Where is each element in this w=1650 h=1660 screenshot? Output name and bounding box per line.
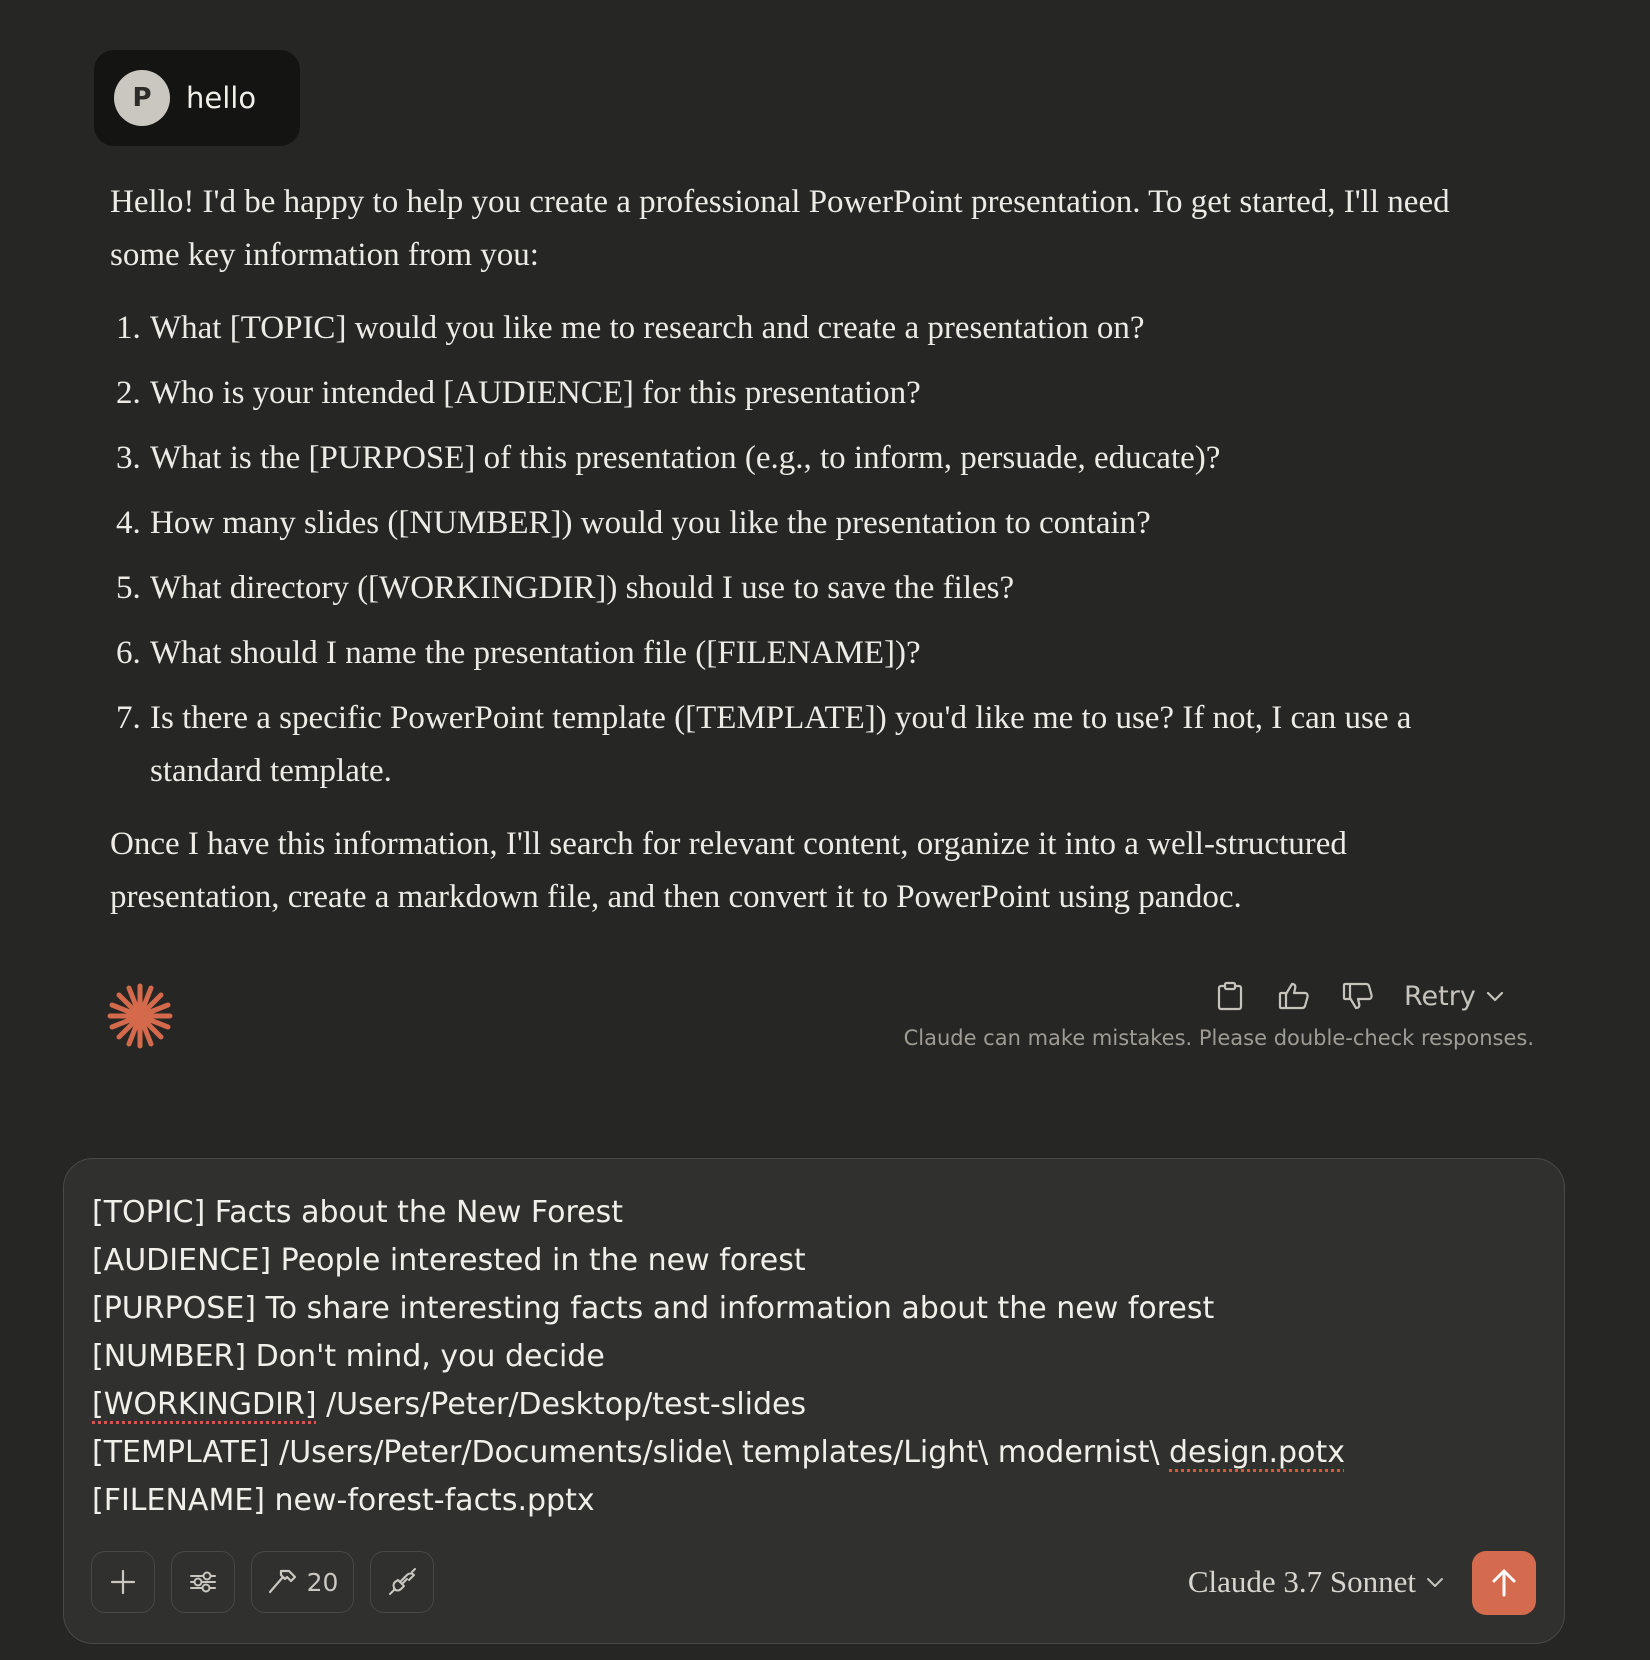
workingdir-tag: [WORKINGDIR]: [92, 1387, 317, 1422]
sliders-icon: [189, 1569, 217, 1595]
send-button[interactable]: [1472, 1551, 1536, 1615]
list-item: [110, 302, 1490, 355]
tools-count: 20: [306, 1567, 339, 1597]
template-tag: [TEMPLATE]: [92, 1435, 270, 1470]
list-item: [110, 432, 1490, 485]
disclaimer-text: Claude can make mistakes. Please double-check responses.: [903, 1026, 1534, 1050]
list-item: [110, 692, 1490, 798]
add-attachment-button[interactable]: [91, 1551, 155, 1613]
topic-value: Facts about the New Forest: [205, 1195, 623, 1230]
composer-line-number: [92, 1333, 1512, 1381]
number-value: Don't mind, you decide: [246, 1339, 605, 1374]
options-button[interactable]: [171, 1551, 235, 1613]
composer-line-workingdir: [92, 1381, 1512, 1429]
list-number: 7.: [116, 700, 141, 736]
list-item-text: What should I name the presentation file ([FILENAME])?: [150, 635, 921, 671]
hammer-icon: [267, 1567, 299, 1597]
audience-tag: [AUDIENCE]: [92, 1243, 272, 1278]
topic-tag: [TOPIC]: [92, 1195, 206, 1230]
list-number: 2.: [116, 375, 141, 411]
composer-line-template: [92, 1429, 1512, 1477]
claude-spark-icon: [106, 982, 174, 1050]
list-item-text: What is the [PURPOSE] of this presentation (e.g., to inform, persuade, educate)?: [150, 440, 1221, 476]
retry-label: Retry: [1404, 980, 1476, 1012]
template-value-misspelled: design.potx: [1169, 1435, 1345, 1470]
composer-line-audience: [92, 1237, 1512, 1285]
list-item-text: What [TOPIC] would you like me to research and create a presentation on?: [150, 310, 1145, 346]
workingdir-value: /Users/Peter/Desktop/test-slides: [316, 1387, 807, 1422]
connect-button[interactable]: [370, 1551, 434, 1613]
list-item: [110, 627, 1490, 680]
assistant-message: [110, 176, 1490, 924]
list-number: 5.: [116, 570, 141, 606]
thumbs-down-icon[interactable]: [1338, 976, 1378, 1016]
user-avatar[interactable]: P: [114, 70, 170, 126]
arrow-up-icon: [1490, 1568, 1518, 1598]
list-item: [110, 562, 1490, 615]
chevron-down-icon: [1426, 1576, 1444, 1588]
composer-input[interactable]: [92, 1189, 1512, 1525]
assistant-intro: Hello! I'd be happy to help you create a professional PowerPoint presentation. To get started, I'll need some key information from you:: [110, 184, 1450, 273]
composer-line-purpose: [92, 1285, 1512, 1333]
list-number: 6.: [116, 635, 141, 671]
list-number: 4.: [116, 505, 141, 541]
message-composer[interactable]: [63, 1158, 1565, 1644]
chevron-down-icon: [1486, 990, 1504, 1002]
list-number: 1.: [116, 310, 141, 346]
filename-value: new-forest-facts.pptx: [264, 1483, 595, 1518]
list-item: [110, 497, 1490, 550]
message-actions: [1210, 972, 1504, 1020]
plug-icon: [387, 1567, 417, 1597]
assistant-outro: Once I have this information, I'll search for relevant content, organize it into a well-structured presentation, create a markdown file, and then convert it to PowerPoint using pandoc.: [110, 826, 1347, 915]
thumbs-up-icon[interactable]: [1274, 976, 1314, 1016]
composer-line-topic: [92, 1189, 1512, 1237]
user-message-bubble: [94, 50, 300, 146]
audience-value: People interested in the new forest: [271, 1243, 806, 1278]
user-message-text: hello: [186, 81, 257, 115]
model-selector[interactable]: [1188, 1551, 1444, 1613]
purpose-tag: [PURPOSE]: [92, 1291, 257, 1326]
copy-icon[interactable]: [1210, 976, 1250, 1016]
list-item-text: How many slides ([NUMBER]) would you like the presentation to contain?: [150, 505, 1151, 541]
composer-line-filename: [92, 1477, 1512, 1525]
number-tag: [NUMBER]: [92, 1339, 247, 1374]
purpose-value: To share interesting facts and information about the new forest: [256, 1291, 1215, 1326]
retry-button[interactable]: [1404, 981, 1504, 1012]
template-value: /Users/Peter/Documents/slide\ templates/Light\ modernist\: [269, 1435, 1169, 1470]
list-number: 3.: [116, 440, 141, 476]
list-item-text: Is there a specific PowerPoint template ([TEMPLATE]) you'd like me to use? If not, I can use a standard template.: [150, 700, 1412, 789]
list-item-text: Who is your intended [AUDIENCE] for this presentation?: [150, 375, 921, 411]
tools-button[interactable]: [251, 1551, 354, 1613]
filename-tag: [FILENAME]: [92, 1483, 265, 1518]
questions-list: [110, 302, 1490, 798]
model-name: Claude 3.7 Sonnet: [1187, 1564, 1416, 1599]
list-item-text: What directory ([WORKINGDIR]) should I use to save the files?: [150, 570, 1015, 606]
list-item: [110, 367, 1490, 420]
plus-icon: [110, 1569, 136, 1595]
